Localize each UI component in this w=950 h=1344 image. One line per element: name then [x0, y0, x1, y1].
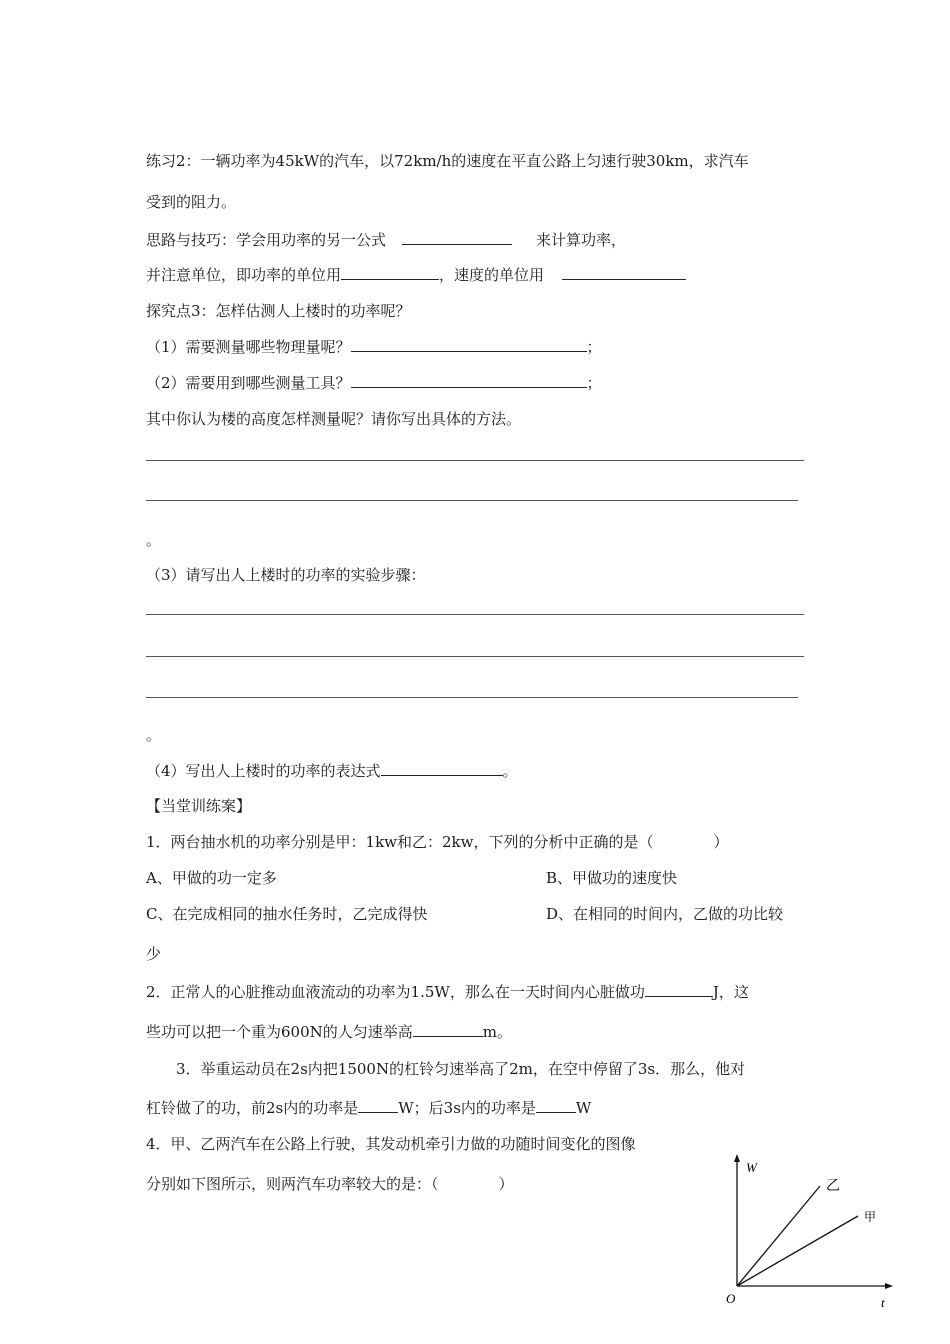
- training-question-3-line1: 3．举重运动员在2s内把1500N的杠铃匀速举高了2m，在空中停留了3s．那么，他对: [176, 1060, 746, 1078]
- speed-unit-blank[interactable]: [562, 265, 686, 280]
- inquiry-point-3: 探究点3：怎样估测人上楼时的功率呢？: [146, 302, 411, 320]
- question-text: W: [575, 1099, 592, 1117]
- lift-height-blank[interactable]: [413, 1022, 483, 1037]
- training-question-1: 1．两台抽水机的功率分别是甲：1kw和乙：2kw，下列的分析中正确的是（ ）: [146, 833, 729, 851]
- question-4: [146, 761, 518, 781]
- training-question-4-line2: 分别如下图所示，则两汽车功率较大的是：（ ）: [146, 1175, 514, 1193]
- heart-work-blank[interactable]: [645, 982, 713, 997]
- period: 。: [502, 762, 518, 780]
- training-question-3-line2: [146, 1098, 591, 1118]
- question-text: 杠铃做了的功，前2s内的功率是: [146, 1099, 359, 1117]
- question-text: m。: [482, 1023, 512, 1041]
- exercise-2-line2: 受到的阻力。: [146, 193, 237, 211]
- tip-text: 思路与技巧：学会用功率的另一公式: [146, 231, 387, 249]
- origin-label: O: [726, 1291, 736, 1306]
- power-second-blank[interactable]: [536, 1098, 576, 1113]
- unit-text: 并注意单位，即功率的单位用: [146, 266, 342, 284]
- question-2: [146, 373, 602, 393]
- height-question: 其中你认为楼的高度怎样测量呢？请你写出具体的方法。: [146, 410, 522, 428]
- question-1: [146, 337, 602, 357]
- exercise-2-line1: 练习2：一辆功率为45kW的汽车，以72km/h的速度在平直公路上匀速行驶30km，求汽车: [146, 152, 749, 170]
- question-4-text: （4）写出人上楼时的功率的表达式: [146, 762, 381, 780]
- period: 。: [146, 531, 162, 549]
- question-1-blank[interactable]: [351, 337, 587, 352]
- option-d-continued: 少: [146, 945, 162, 963]
- power-first-blank[interactable]: [358, 1098, 398, 1113]
- question-2-text: （2）需要用到哪些测量工具？: [146, 374, 351, 392]
- line-yi: [737, 1186, 820, 1286]
- question-3: （3）请写出人上楼时的功率的实验步骤：: [146, 566, 426, 584]
- semicolon: ；: [586, 374, 602, 392]
- option-b: B、甲做功的速度快: [546, 869, 678, 887]
- tip-line: [146, 230, 626, 250]
- line-jia: [737, 1216, 858, 1286]
- power-unit-blank[interactable]: [341, 265, 439, 280]
- question-text: 些功可以把一个重为600N的人匀速举高: [146, 1023, 413, 1041]
- section-title: 【当堂训练案】: [146, 797, 252, 815]
- work-time-graph: [718, 1152, 898, 1314]
- option-c: C、在完成相同的抽水任务时，乙完成得快: [146, 905, 428, 923]
- answer-line[interactable]: [146, 656, 804, 657]
- period: 。: [146, 726, 162, 744]
- training-question-2-line1: [146, 982, 749, 1002]
- answer-line[interactable]: [146, 614, 804, 615]
- unit-line: [146, 265, 686, 285]
- line-jia-label: 甲: [864, 1210, 877, 1224]
- question-4-blank[interactable]: [381, 761, 503, 776]
- tip-text-end: 来计算功率，: [536, 231, 627, 249]
- y-axis-label: W: [746, 1160, 757, 1175]
- question-2-blank[interactable]: [351, 373, 587, 388]
- option-d: D、在相同的时间内，乙做的功比较: [546, 905, 784, 923]
- question-text: J，这: [712, 983, 749, 1001]
- semicolon: ；: [586, 338, 602, 356]
- training-question-4-line1: 4．甲、乙两汽车在公路上行驶，其发动机牵引力做的功随时间变化的图像: [146, 1135, 636, 1153]
- training-question-2-line2: [146, 1022, 512, 1042]
- answer-line[interactable]: [146, 500, 798, 501]
- formula-blank[interactable]: [402, 230, 512, 245]
- x-axis-label: t: [881, 1295, 885, 1310]
- question-1-text: （1）需要测量哪些物理量呢？: [146, 338, 351, 356]
- answer-line[interactable]: [146, 697, 798, 698]
- question-text: W；后3s内的功率是: [398, 1099, 536, 1117]
- answer-line[interactable]: [146, 460, 804, 461]
- option-a: A、甲做的功一定多: [146, 869, 277, 887]
- x-axis-arrow: [885, 1283, 893, 1289]
- unit-text-end: ，速度的单位用: [439, 266, 545, 284]
- line-yi-label: 乙: [826, 1179, 840, 1194]
- question-text: 2．正常人的心脏推动血液流动的功率为1.5W，那么在一天时间内心脏做功: [146, 983, 645, 1001]
- y-axis-arrow: [734, 1154, 740, 1162]
